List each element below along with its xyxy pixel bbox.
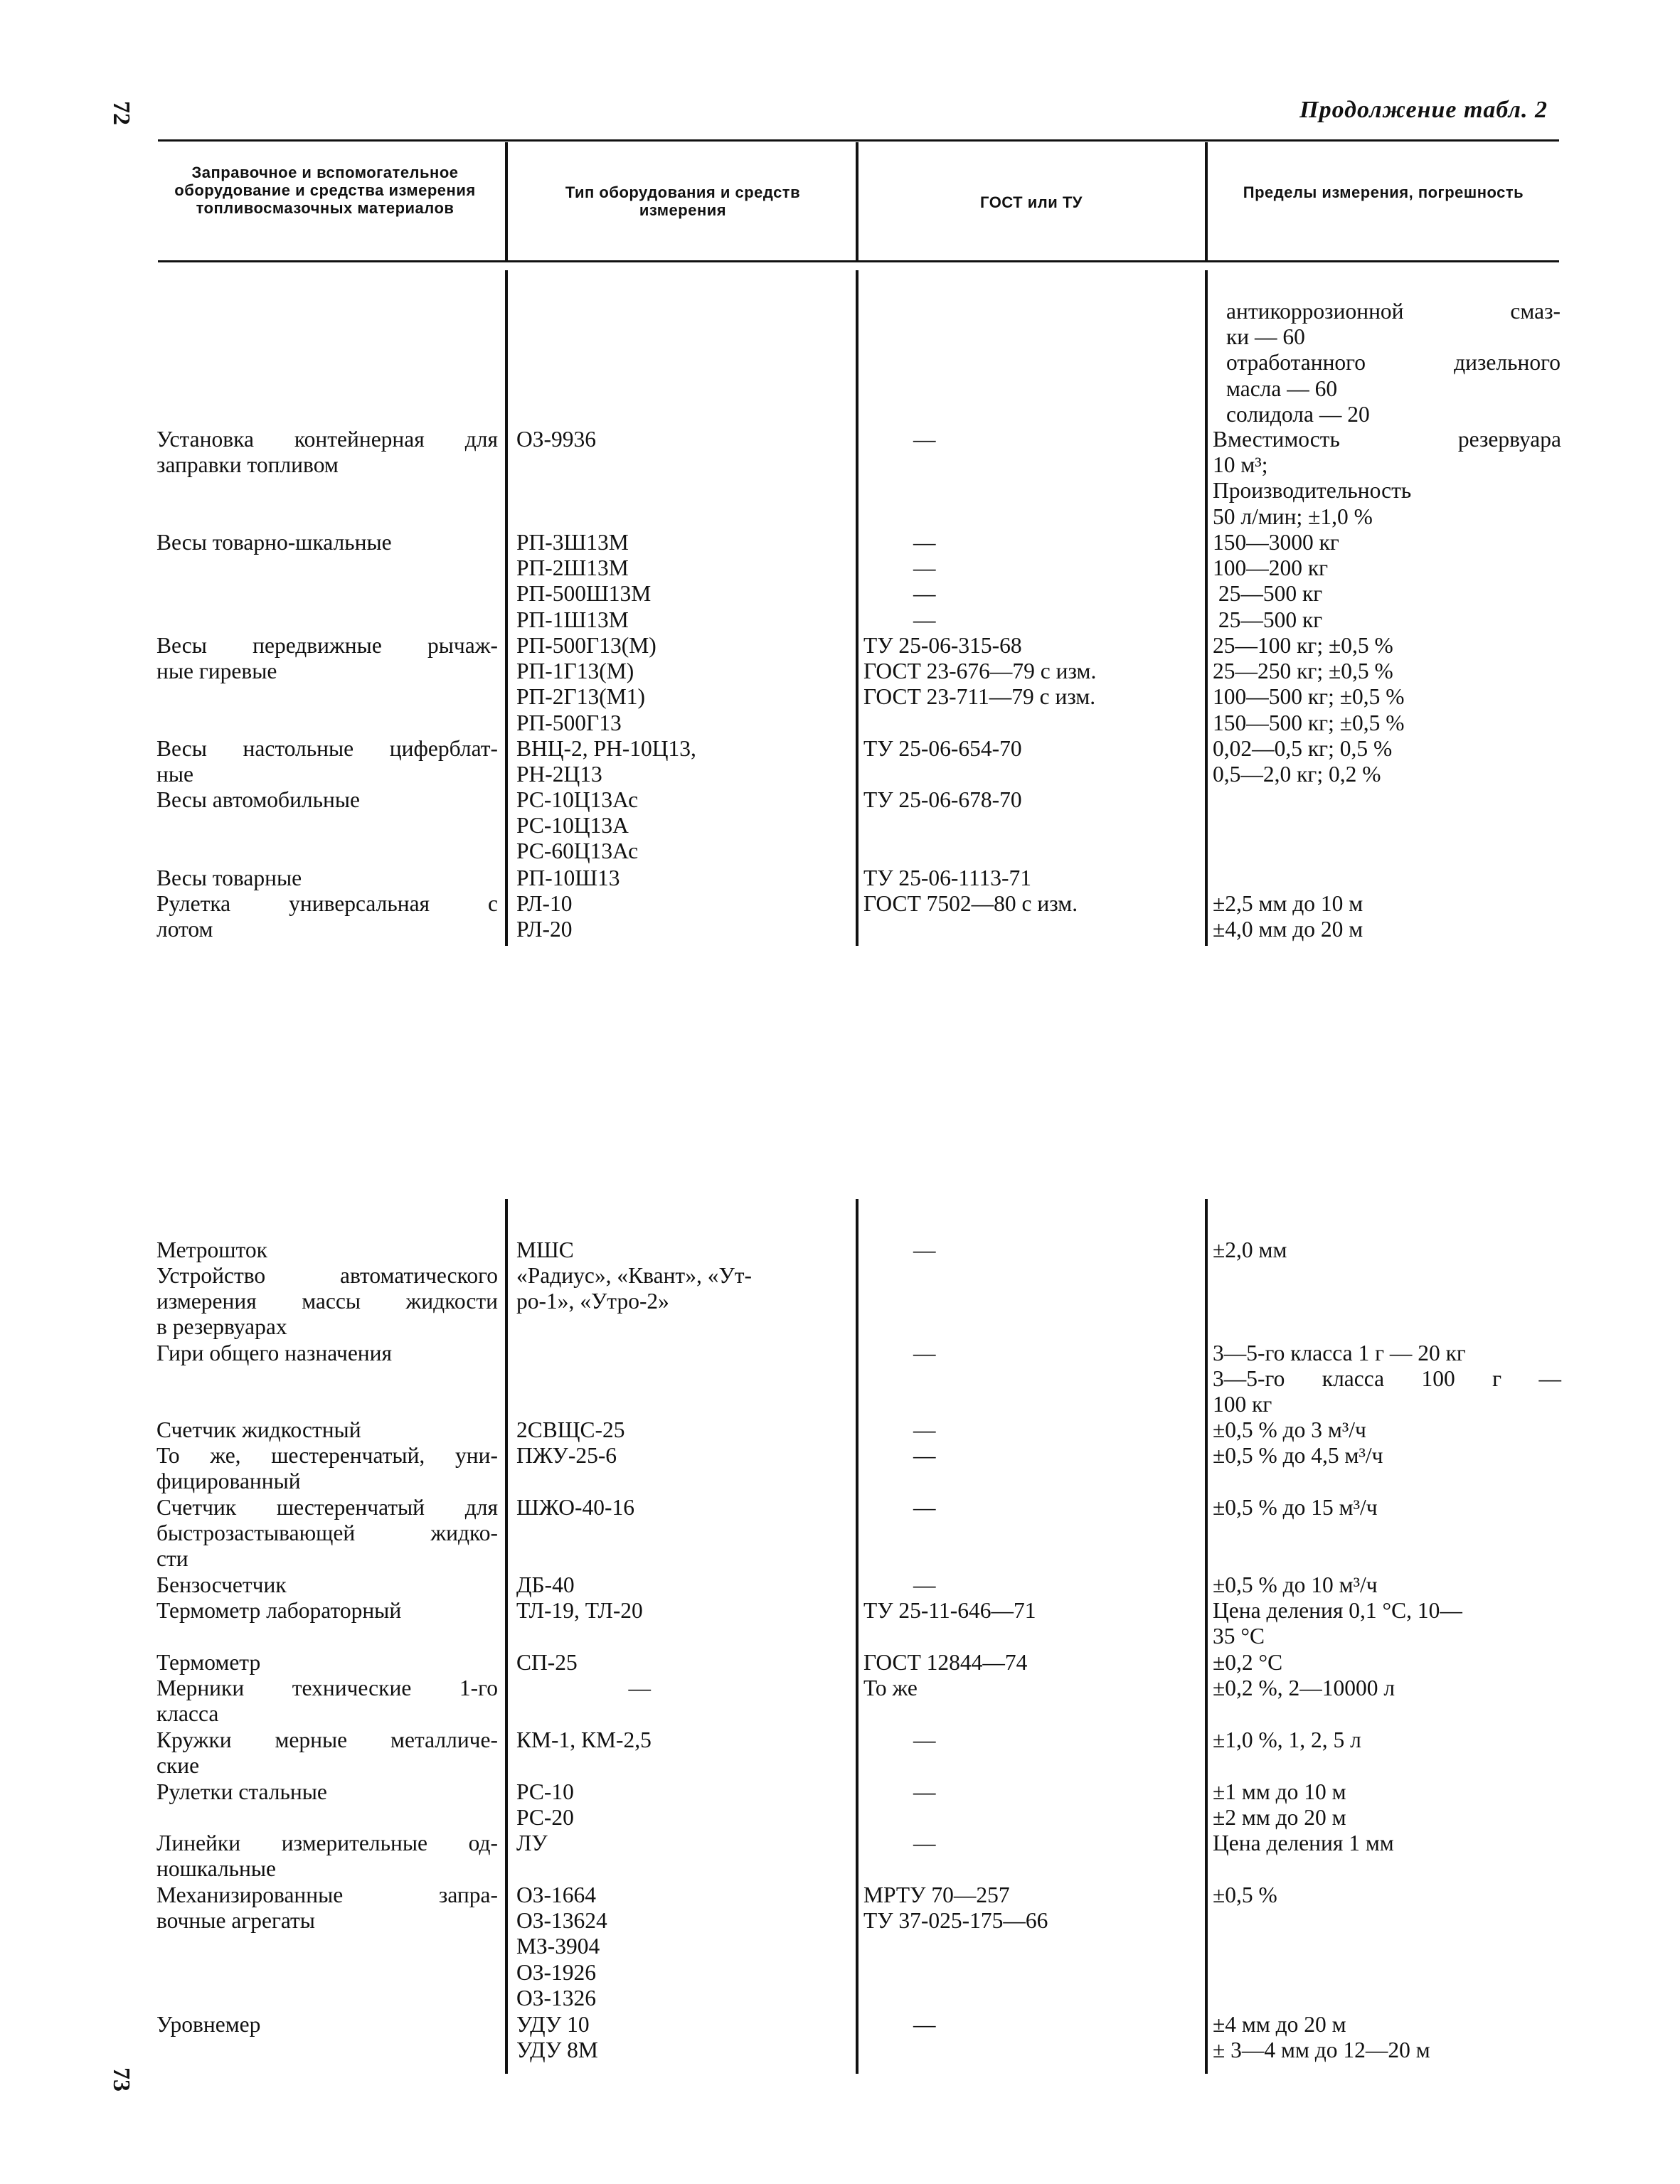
table-cell-c1	[156, 633, 498, 684]
table-cell-c3	[863, 1779, 1219, 1805]
cell-line: 2СВЩС-25	[516, 1417, 625, 1442]
table-cell-c1	[156, 1572, 498, 1598]
body2-divider-1	[505, 1199, 508, 2074]
cell-line: ОЗ-1326	[516, 1985, 597, 2010]
cell-line: Счетчик жидкостный	[156, 1417, 361, 1442]
table-cell-c4	[1213, 891, 1561, 942]
cell-line: ки — 60	[1226, 324, 1305, 350]
table-cell-c4	[1213, 1495, 1561, 1520]
cell-line: 150—500 кг; ±0,5 %	[1213, 710, 1405, 735]
cell-line: МРТУ 70—257	[863, 1882, 1010, 1907]
table-cell-c2	[516, 1443, 872, 1469]
table-cell-c4	[1213, 1676, 1561, 1701]
cell-line: —	[913, 427, 936, 452]
table-cell-c3	[863, 1650, 1219, 1676]
cell-line: Производительность	[1213, 478, 1412, 504]
table-cell-c2	[516, 1495, 872, 1520]
table-cell-c4	[1213, 1237, 1561, 1263]
continued-label: Продолжение табл. 2	[1299, 97, 1548, 123]
cell-line: Кружки мерные металличе-	[156, 1727, 498, 1752]
cell-line: солидола — 20	[1226, 401, 1370, 427]
table-cell-c1	[156, 427, 498, 478]
header-col1: Заправочное и вспомогательное оборудование и средства измерения топливосмазочных материалов	[174, 164, 476, 217]
cell-line: МШС	[516, 1237, 574, 1262]
cell-line: РП-3Ш13М	[516, 530, 629, 555]
cell-line: заправки топливом	[156, 452, 339, 478]
table-cell-c4	[1213, 1443, 1561, 1469]
table-cell-c4	[1213, 1417, 1561, 1443]
cell-line: —	[913, 1341, 936, 1365]
table-cell-c4	[1213, 736, 1561, 787]
page-number-bottom: 73	[108, 2067, 134, 2092]
cell-line: ПЖУ-25-6	[516, 1443, 617, 1468]
cell-line: РС-10Ц13Ас	[516, 787, 639, 812]
table-cell-c1	[156, 787, 498, 813]
cell-line: Мерники технические 1-го	[156, 1676, 498, 1700]
cell-line: ТУ 25-11-646—71	[863, 1598, 1036, 1623]
table-cell-c3	[863, 1598, 1219, 1624]
cell-line: ±1 мм до 10 м	[1213, 1779, 1346, 1804]
table-cell-c4	[1213, 1650, 1561, 1676]
table-cell-c1	[156, 530, 498, 555]
cell-line: ношкальные	[156, 1856, 277, 1882]
body1-divider-1	[505, 270, 508, 946]
cell-line: Гири общего назначения	[156, 1341, 393, 1365]
cell-line: ТУ 25-06-678-70	[863, 787, 1022, 812]
cell-line: То же, шестеренчатый, уни-	[156, 1443, 498, 1468]
cell-line: УДУ 8М	[516, 2037, 598, 2063]
cell-line: 25—500 кг	[1213, 581, 1323, 607]
header-divider-3	[1205, 142, 1208, 260]
cell-line: —	[913, 1779, 936, 1804]
cell-line: класса	[156, 1701, 219, 1727]
cell-line: ВНЦ-2, РН-10Ц13,	[516, 736, 696, 761]
cell-line: ТУ 37-025-175—66	[863, 1908, 1048, 1934]
table-cell-c3	[863, 633, 1219, 710]
cell-line: 25—500 кг	[1213, 607, 1323, 632]
cell-line: 0,5—2,0 кг; 0,2 %	[1213, 762, 1381, 787]
table-cell-c2	[516, 1263, 872, 1314]
cell-line: То же	[863, 1676, 918, 1700]
table-cell-c3	[863, 1341, 1219, 1366]
table-cell-c1	[156, 1676, 498, 1727]
table-cell-c4	[1213, 1572, 1561, 1598]
cell-line: Весы настольные циферблат-	[156, 736, 498, 761]
table-cell-c2	[516, 2012, 872, 2063]
page-number-top: 72	[108, 101, 134, 125]
cell-line: ОЗ-13624	[516, 1908, 607, 1934]
cell-line: фицированный	[156, 1469, 301, 1494]
cell-line: ные	[156, 762, 194, 787]
cell-line: масла — 60	[1226, 375, 1338, 401]
cell-line: РП-1Г13(М)	[516, 659, 634, 684]
table-cell-c2	[516, 865, 872, 891]
cell-line: РН-2Ц13	[516, 762, 602, 787]
table-cell-c1	[156, 1417, 498, 1443]
cell-line: сти	[156, 1546, 188, 1572]
cell-line: РП-2Г13(М1)	[516, 684, 645, 710]
cell-line: ГОСТ 23-711—79 с изм.	[863, 684, 1096, 710]
table-cell-c1	[156, 1443, 498, 1494]
cell-line: ±0,5 % до 15 м³/ч	[1213, 1495, 1378, 1520]
table-cell-c2	[516, 1779, 872, 1831]
table-cell-c1	[156, 736, 498, 787]
table-cell-c2	[516, 530, 872, 633]
cell-line: ±1,0 %, 1, 2, 5 л	[1213, 1727, 1361, 1752]
table-cell-c3	[863, 1727, 1219, 1753]
cell-line: —	[913, 581, 936, 607]
header-col2: Тип оборудования и средств измерения	[565, 183, 801, 219]
cell-line: 100 кг	[1213, 1392, 1272, 1417]
table-cell-c3	[863, 1237, 1219, 1263]
cell-line: РС-10Ц13А	[516, 813, 629, 838]
header-top-rule	[158, 139, 1559, 142]
cell-line: Счетчик шестеренчатый для	[156, 1495, 498, 1520]
table-cell-c1	[156, 1650, 498, 1676]
table-cell-c3	[863, 2012, 1219, 2037]
table-cell-c4	[1226, 299, 1561, 427]
cell-line: Весы передвижные рычаж-	[156, 633, 498, 658]
cell-line: Устройство автоматического	[156, 1263, 498, 1288]
table-cell-c2	[516, 1727, 872, 1753]
table-cell-c1	[156, 1495, 498, 1572]
cell-line: Весы товарные	[156, 865, 302, 890]
table-cell-c2	[516, 787, 872, 865]
cell-line: —	[913, 1495, 936, 1520]
table-cell-c2	[516, 1676, 872, 1701]
table-cell-c2	[516, 1572, 872, 1598]
cell-line: 100—500 кг; ±0,5 %	[1213, 684, 1405, 710]
cell-line: ЛУ	[516, 1831, 548, 1855]
cell-line: ГОСТ 12844—74	[863, 1650, 1028, 1675]
table-cell-c3	[863, 1443, 1219, 1469]
table-cell-c1	[156, 1727, 498, 1779]
cell-line: 25—100 кг; ±0,5 %	[1213, 633, 1393, 658]
cell-line: —	[913, 1831, 936, 1855]
table-cell-c1	[156, 1779, 498, 1805]
table-cell-c4	[1213, 1727, 1561, 1753]
cell-line: Рулетка универсальная с	[156, 891, 498, 916]
table-cell-c3	[863, 530, 1219, 633]
cell-line: 3—5-го класса 1 г — 20 кг	[1213, 1341, 1466, 1365]
table-cell-c4	[1213, 633, 1561, 736]
cell-line: РП-500Г13(М)	[516, 633, 656, 658]
table-cell-c3	[863, 787, 1219, 813]
cell-line: Установка контейнерная для	[156, 427, 498, 452]
cell-line: быстрозастывающей жидко-	[156, 1520, 498, 1546]
cell-line: 150—3000 кг	[1213, 530, 1339, 555]
table-cell-c4	[1213, 1882, 1561, 1908]
cell-line: —	[913, 1572, 936, 1597]
table-cell-c2	[516, 891, 872, 942]
table-cell-c2	[516, 1882, 872, 2011]
table-cell-c1	[156, 1237, 498, 1263]
cell-line: ТЛ-19, ТЛ-20	[516, 1598, 643, 1623]
cell-line: Цена деления 1 мм	[1213, 1831, 1394, 1855]
cell-line: ±2 мм до 20 м	[1213, 1805, 1346, 1831]
cell-line: РП-500Ш13М	[516, 581, 652, 607]
table-cell-c3	[863, 1417, 1219, 1443]
cell-line: Весы автомобильные	[156, 787, 361, 812]
cell-line: РП-1Ш13М	[516, 607, 629, 632]
cell-line: РП-2Ш13М	[516, 555, 629, 581]
cell-line: —	[913, 1727, 936, 1752]
cell-line: Весы товарно-шкальные	[156, 530, 392, 555]
table-cell-c3	[863, 891, 1219, 917]
cell-line: 25—250 кг; ±0,5 %	[1213, 659, 1393, 684]
cell-line: РП-500Г13	[516, 710, 622, 735]
table-cell-c1	[156, 1263, 498, 1341]
table-cell-c3	[863, 1882, 1219, 1934]
cell-line: ±0,5 % до 4,5 м³/ч	[1213, 1443, 1383, 1468]
cell-line: КМ-1, КМ-2,5	[516, 1727, 652, 1752]
cell-line: —	[913, 555, 936, 581]
table-cell-c2	[516, 427, 872, 452]
cell-line: ТУ 25-06-1113-71	[863, 865, 1032, 890]
table-cell-c4	[1213, 1598, 1561, 1649]
table-cell-c3	[863, 736, 1219, 762]
cell-line: Уровнемер	[156, 2012, 261, 2037]
table-cell-c1	[156, 1831, 498, 1882]
cell-line: ро-1», «Утро-2»	[516, 1289, 669, 1314]
table-cell-c3	[863, 1572, 1219, 1598]
cell-line: РС-10	[516, 1779, 574, 1804]
cell-line: ОЗ-9936	[516, 427, 597, 452]
cell-line: Бензосчетчик	[156, 1572, 287, 1597]
table-cell-c4	[1213, 1341, 1561, 1418]
cell-line: ±2,5 мм до 10 м	[1213, 891, 1363, 916]
cell-line: 100—200 кг	[1213, 555, 1329, 581]
header-divider-1	[505, 142, 508, 260]
cell-line: вочные агрегаты	[156, 1908, 315, 1934]
table-cell-c1	[156, 891, 498, 942]
cell-line: —	[516, 1676, 651, 1700]
table-cell-c3	[863, 1495, 1219, 1520]
cell-line: ОЗ-1926	[516, 1959, 597, 1985]
header-col4: Пределы измерения, погрешность	[1243, 183, 1524, 201]
cell-line: Цена деления 0,1 °С, 10—	[1213, 1598, 1462, 1623]
cell-line: ные гиревые	[156, 659, 277, 684]
table-cell-c1	[156, 1341, 498, 1366]
cell-line: ШЖО-40-16	[516, 1495, 634, 1520]
cell-line: РЛ-10	[516, 891, 573, 916]
cell-line: антикоррозионной смаз-	[1226, 299, 1561, 324]
cell-line: ОЗ-1664	[516, 1882, 597, 1907]
table-cell-c1	[156, 1598, 498, 1624]
cell-line: РП-10Ш13	[516, 865, 620, 890]
cell-line: —	[913, 1443, 936, 1468]
cell-line: ±0,2 %, 2—10000 л	[1213, 1676, 1395, 1700]
table-cell-c2	[516, 1237, 872, 1263]
table-cell-c4	[1213, 1779, 1561, 1831]
table-cell-c2	[516, 1650, 872, 1676]
cell-line: Термометр	[156, 1650, 261, 1675]
cell-line: ± 3—4 мм до 12—20 м	[1213, 2037, 1430, 2063]
cell-line: ДБ-40	[516, 1572, 575, 1597]
cell-line: СП-25	[516, 1650, 578, 1675]
cell-line: МЗ-3904	[516, 1934, 600, 1959]
cell-line: 3—5-го класса 100 г —	[1213, 1366, 1561, 1392]
cell-line: Механизированные запра-	[156, 1882, 498, 1907]
table-cell-c1	[156, 1882, 498, 1934]
cell-line: Линейки измерительные од-	[156, 1831, 498, 1855]
cell-line: —	[913, 1237, 936, 1262]
cell-line: в резервуарах	[156, 1314, 287, 1340]
table-cell-c4	[1213, 427, 1561, 530]
table-cell-c3	[863, 1831, 1219, 1856]
cell-line: —	[913, 1417, 936, 1442]
cell-line: ГОСТ 7502—80 с изм.	[863, 891, 1078, 916]
cell-line: 0,02—0,5 кг; 0,5 %	[1213, 736, 1393, 761]
cell-line: Вместимость резервуара	[1213, 427, 1561, 452]
cell-line: ±4,0 мм до 20 м	[1213, 917, 1363, 942]
cell-line: РС-60Ц13Ас	[516, 838, 639, 864]
cell-line: ТУ 25-06-315-68	[863, 633, 1022, 658]
header-col3: ГОСТ или ТУ	[980, 193, 1083, 211]
cell-line: лотом	[156, 917, 213, 942]
table-cell-c2	[516, 1831, 872, 1856]
table-cell-c3	[863, 865, 1219, 891]
cell-line: ±0,5 % до 10 м³/ч	[1213, 1572, 1378, 1597]
table-cell-c1	[156, 865, 498, 891]
cell-line: ±2,0 мм	[1213, 1237, 1287, 1262]
cell-line: ГОСТ 23-676—79 с изм.	[863, 659, 1097, 684]
cell-line: 35 °С	[1213, 1624, 1265, 1649]
cell-line: Метрошток	[156, 1237, 267, 1262]
table-cell-c2	[516, 736, 872, 787]
cell-line: измерения массы жидкости	[156, 1289, 498, 1314]
cell-line: —	[913, 2012, 936, 2037]
table-cell-c4	[1213, 2012, 1561, 2063]
table-cell-c4	[1213, 1831, 1561, 1856]
table-cell-c4	[1213, 530, 1561, 633]
table-cell-c2	[516, 633, 872, 736]
cell-line: отработанного дизельного	[1226, 350, 1561, 375]
cell-line: Термометр лабораторный	[156, 1598, 402, 1623]
table-cell-c1	[156, 2012, 498, 2037]
header-divider-2	[856, 142, 858, 260]
table-cell-c3	[863, 1676, 1219, 1701]
cell-line: ±0,2 °С	[1213, 1650, 1283, 1675]
cell-line: ские	[156, 1753, 200, 1779]
header-bottom-rule	[158, 260, 1559, 262]
cell-line: 50 л/мин; ±1,0 %	[1213, 504, 1373, 529]
cell-line: —	[913, 607, 936, 632]
cell-line: УДУ 10	[516, 2012, 590, 2037]
cell-line: Рулетки стальные	[156, 1779, 327, 1804]
cell-line: 10 м³;	[1213, 452, 1268, 478]
cell-line: РС-20	[516, 1805, 574, 1831]
cell-line: РЛ-20	[516, 917, 573, 942]
cell-line: ТУ 25-06-654-70	[863, 736, 1022, 761]
cell-line: «Радиус», «Квант», «Ут-	[516, 1263, 752, 1288]
cell-line: —	[913, 530, 936, 555]
body2-divider-3	[1205, 1199, 1208, 2074]
cell-line: ±0,5 %	[1213, 1882, 1277, 1907]
table-cell-c2	[516, 1417, 872, 1443]
cell-line: ±0,5 % до 3 м³/ч	[1213, 1417, 1366, 1442]
table-cell-c3	[863, 427, 1219, 452]
cell-line: ±4 мм до 20 м	[1213, 2012, 1346, 2037]
table-cell-c2	[516, 1598, 872, 1624]
